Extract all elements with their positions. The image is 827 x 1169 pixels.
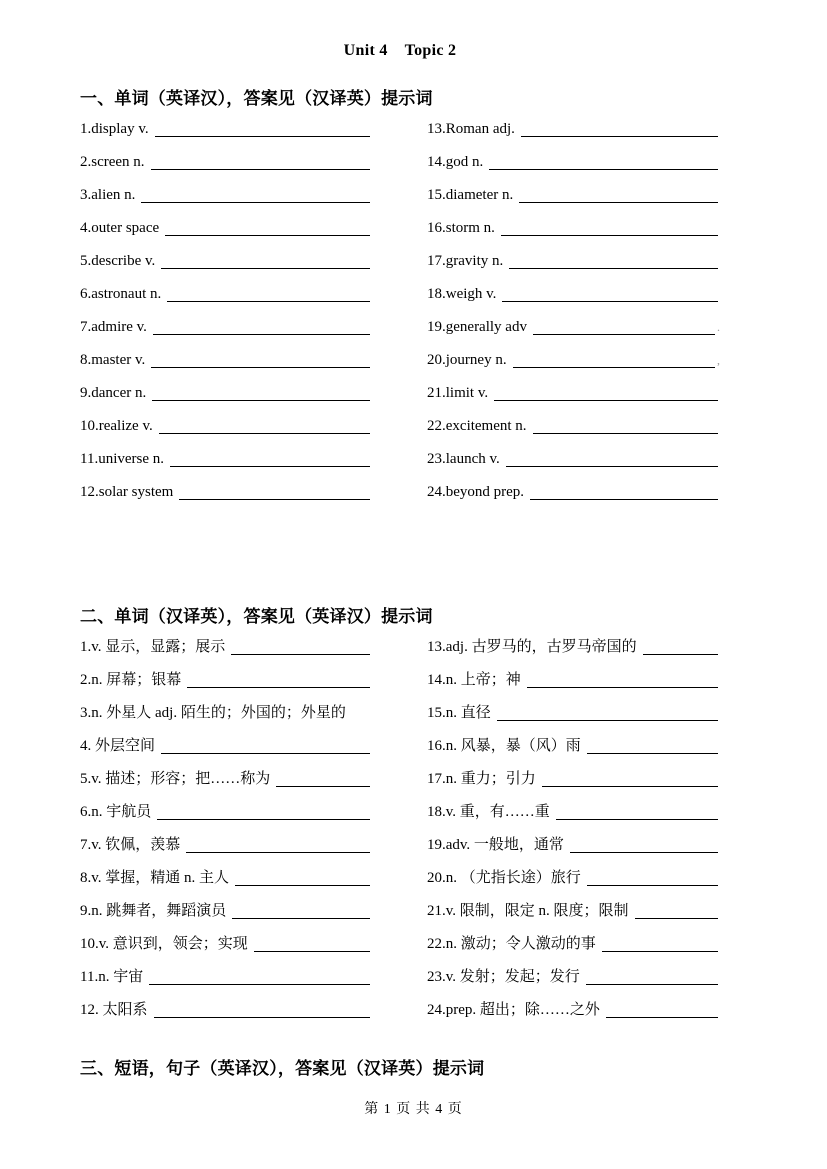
vocab-item-label: 19.adv. 一般地，通常 xyxy=(427,837,564,853)
answer-blank-line xyxy=(141,202,370,203)
vocab-item-label: 15.n. 直径 xyxy=(427,705,491,721)
vocab-item-label: 22.excitement n. xyxy=(427,418,527,434)
answer-blank-line xyxy=(533,433,718,434)
answer-blank-line xyxy=(151,169,370,170)
vocab-item-label: 14.n. 上帝；神 xyxy=(427,672,521,688)
vocab-item-row xyxy=(80,862,372,895)
section2-right-column xyxy=(427,631,720,1027)
answer-blank-line xyxy=(635,918,718,919)
vocab-item-label: 11.n. 宇宙 xyxy=(80,969,144,985)
vocab-item-row xyxy=(427,664,720,697)
answer-blank-line xyxy=(587,885,718,886)
vocab-item-row xyxy=(427,179,720,212)
vocab-item-row xyxy=(427,113,720,146)
answer-blank-line xyxy=(254,951,370,952)
answer-blank-line xyxy=(149,984,370,985)
vocab-item-label: 24.beyond prep. xyxy=(427,484,525,500)
answer-blank-line xyxy=(556,819,718,820)
vocab-item-row xyxy=(427,443,720,476)
answer-blank-line xyxy=(151,367,370,368)
vocab-item-label: 10.v. 意识到，领会；实现 xyxy=(80,936,248,952)
vocab-item-row xyxy=(427,763,720,796)
vocab-item-row xyxy=(427,730,720,763)
vocab-item-row xyxy=(427,311,720,344)
answer-blank-line xyxy=(235,885,370,886)
vocab-item-label: 21.v. 限制，限定 n. 限度；限制 xyxy=(427,903,629,919)
vocab-item-row xyxy=(80,796,372,829)
section2-columns xyxy=(80,631,720,1027)
vocab-item-row xyxy=(80,146,372,179)
answer-blank-line xyxy=(165,235,370,236)
vocab-item-label: 7.admire v. xyxy=(80,319,147,335)
vocab-item-row xyxy=(80,377,372,410)
section-words-en-to-cn xyxy=(80,88,720,509)
answer-blank-line xyxy=(231,654,370,655)
vocab-item-row xyxy=(427,961,720,994)
vocab-item-row xyxy=(427,796,720,829)
vocab-item-row xyxy=(427,410,720,443)
page-content xyxy=(80,0,720,1080)
vocab-item-row xyxy=(80,829,372,862)
vocab-item-label: 4.outer space xyxy=(80,220,160,236)
vocab-item-row xyxy=(80,631,372,664)
vocab-item-label: 13.Roman adj. xyxy=(427,121,515,137)
vocab-item-label: 6.astronaut n. xyxy=(80,286,162,302)
vocab-item-label: 22.n. 激动；令人激动的事 xyxy=(427,936,596,952)
vocab-item-label: 16.storm n. xyxy=(427,220,495,236)
vocab-item-label: 24.prep. 超出；除……之外 xyxy=(427,1002,600,1018)
vocab-item-row xyxy=(80,113,372,146)
vocab-item-label: 12. 太阳系 xyxy=(80,1002,148,1018)
answer-blank-line xyxy=(154,1017,370,1018)
vocab-item-row xyxy=(80,763,372,796)
blank-trailing-mark: , xyxy=(717,353,720,367)
vocab-item-label: 18.weigh v. xyxy=(427,286,497,302)
vocab-item-label: 21.limit v. xyxy=(427,385,489,401)
vocab-item-row xyxy=(80,664,372,697)
vocab-item-row xyxy=(80,730,372,763)
answer-blank-line xyxy=(542,786,718,787)
answer-blank-line xyxy=(527,687,718,688)
answer-blank-line xyxy=(276,786,370,787)
blank-trailing-mark: . xyxy=(717,320,720,334)
vocab-item-row xyxy=(427,697,720,730)
answer-blank-line xyxy=(513,367,715,368)
vocab-item-label: 11.universe n. xyxy=(80,451,165,467)
vocab-item-row xyxy=(80,410,372,443)
section3-heading: 三、短语，句子（英译汉），答案见（汉译英）提示词 xyxy=(80,1059,485,1078)
vocab-item-label: 14.god n. xyxy=(427,154,484,170)
vocab-item-label: 2.screen n. xyxy=(80,154,145,170)
answer-blank-line xyxy=(494,400,718,401)
vocab-item-row xyxy=(80,278,372,311)
section2-heading: 二、单词（汉译英），答案见（英译汉）提示词 xyxy=(80,607,433,626)
vocab-item-label: 13.adj. 古罗马的，古罗马帝国的 xyxy=(427,639,637,655)
vocab-item-row xyxy=(427,377,720,410)
vocab-item-row xyxy=(80,344,372,377)
answer-blank-line xyxy=(602,951,718,952)
section2-left-column xyxy=(80,631,372,1027)
answer-blank-line xyxy=(152,400,370,401)
answer-blank-line xyxy=(606,1017,718,1018)
vocab-item-row xyxy=(80,245,372,278)
vocab-item-label: 2.n. 屏幕；银幕 xyxy=(80,672,182,688)
section1-right-column xyxy=(427,113,720,509)
answer-blank-line xyxy=(153,334,370,335)
vocab-item-row xyxy=(427,245,720,278)
answer-blank-line xyxy=(521,136,718,137)
vocab-item-label: 8.master v. xyxy=(80,352,146,368)
answer-blank-line xyxy=(187,687,370,688)
vocab-item-row xyxy=(80,443,372,476)
vocab-item-label: 6.n. 宇航员 xyxy=(80,804,152,820)
answer-blank-line xyxy=(489,169,718,170)
answer-blank-line xyxy=(643,654,718,655)
vocab-item-label: 15.diameter n. xyxy=(427,187,514,203)
vocab-item-row xyxy=(80,895,372,928)
answer-blank-line xyxy=(530,499,718,500)
vocab-item-row xyxy=(427,344,720,377)
vocab-item-label: 23.v. 发射；发起；发行 xyxy=(427,969,580,985)
vocab-item-label: 16.n. 风暴，暴（风）雨 xyxy=(427,738,581,754)
vocab-item-label: 9.n. 跳舞者，舞蹈演员 xyxy=(80,903,227,919)
vocab-item-label: 19.generally adv xyxy=(427,319,527,335)
vocab-item-row xyxy=(80,928,372,961)
vocab-item-row xyxy=(427,994,720,1027)
answer-blank-line xyxy=(232,918,370,919)
section1-left-column xyxy=(80,113,372,509)
vocab-item-label: 20.n. （尤指长途）旅行 xyxy=(427,870,581,886)
vocab-item-label: 4. 外层空间 xyxy=(80,738,156,754)
answer-blank-line xyxy=(161,753,370,754)
answer-blank-line xyxy=(157,819,370,820)
answer-blank-line xyxy=(506,466,718,467)
vocab-item-label: 12.solar system xyxy=(80,484,174,500)
section-phrases-en-to-cn xyxy=(80,1058,720,1080)
answer-blank-line xyxy=(509,268,718,269)
vocab-item-row xyxy=(427,212,720,245)
vocab-item-row xyxy=(427,278,720,311)
vocab-item-row xyxy=(80,476,372,509)
vocab-item-row xyxy=(427,862,720,895)
vocab-item-label: 8.v. 掌握，精通 n. 主人 xyxy=(80,870,230,886)
vocab-item-label: 17.n. 重力；引力 xyxy=(427,771,536,787)
vocab-item-label: 1.display v. xyxy=(80,121,149,137)
vocab-item-row xyxy=(427,895,720,928)
answer-blank-line xyxy=(519,202,718,203)
vocab-item-row xyxy=(427,146,720,179)
vocab-item-label: 3.alien n. xyxy=(80,187,136,203)
answer-blank-line xyxy=(586,984,718,985)
answer-blank-line xyxy=(155,136,370,137)
answer-blank-line xyxy=(159,433,370,434)
answer-blank-line xyxy=(501,235,718,236)
vocab-item-label: 5.v. 描述；形容；把……称为 xyxy=(80,771,271,787)
vocab-item-label: 18.v. 重，有……重 xyxy=(427,804,550,820)
vocab-item-label: 7.v. 钦佩，羡慕 xyxy=(80,837,181,853)
answer-blank-line xyxy=(167,301,370,302)
vocab-item-row xyxy=(80,961,372,994)
vocab-item-row xyxy=(80,311,372,344)
vocab-item-row xyxy=(427,829,720,862)
answer-blank-line xyxy=(161,268,370,269)
vocab-item-label: 17.gravity n. xyxy=(427,253,504,269)
vocab-item-label: 20.journey n. xyxy=(427,352,507,368)
answer-blank-line xyxy=(502,301,718,302)
page-title: Unit 4 Topic 2 xyxy=(343,42,457,59)
vocab-item-label: 10.realize v. xyxy=(80,418,153,434)
section1-columns xyxy=(80,113,720,509)
vocab-item-label: 1.v. 显示，显露；展示 xyxy=(80,639,226,655)
vocab-item-row xyxy=(427,928,720,961)
vocab-item-label: 9.dancer n. xyxy=(80,385,147,401)
vocab-item-label: 23.launch v. xyxy=(427,451,500,467)
vocab-item-row xyxy=(427,631,720,664)
answer-blank-line xyxy=(170,466,370,467)
vocab-item-row xyxy=(427,476,720,509)
section-words-cn-to-en xyxy=(80,606,720,1027)
answer-blank-line xyxy=(186,852,370,853)
answer-blank-line xyxy=(497,720,718,721)
section1-heading: 一、单词（英译汉），答案见（汉译英）提示词 xyxy=(80,89,433,108)
answer-blank-line xyxy=(587,753,718,754)
vocab-item-label: 5.describe v. xyxy=(80,253,156,269)
page-number: 第 1 页 共 4 页 xyxy=(364,1102,463,1117)
answer-blank-line xyxy=(533,334,715,335)
answer-blank-line xyxy=(179,499,370,500)
answer-blank-line xyxy=(570,852,718,853)
vocab-item-row xyxy=(80,179,372,212)
vocab-item-row xyxy=(80,697,372,730)
vocab-item-row xyxy=(80,994,372,1027)
vocab-item-row xyxy=(80,212,372,245)
vocab-item-label: 3.n. 外星人 adj. 陌生的；外国的；外星的 xyxy=(80,705,346,721)
